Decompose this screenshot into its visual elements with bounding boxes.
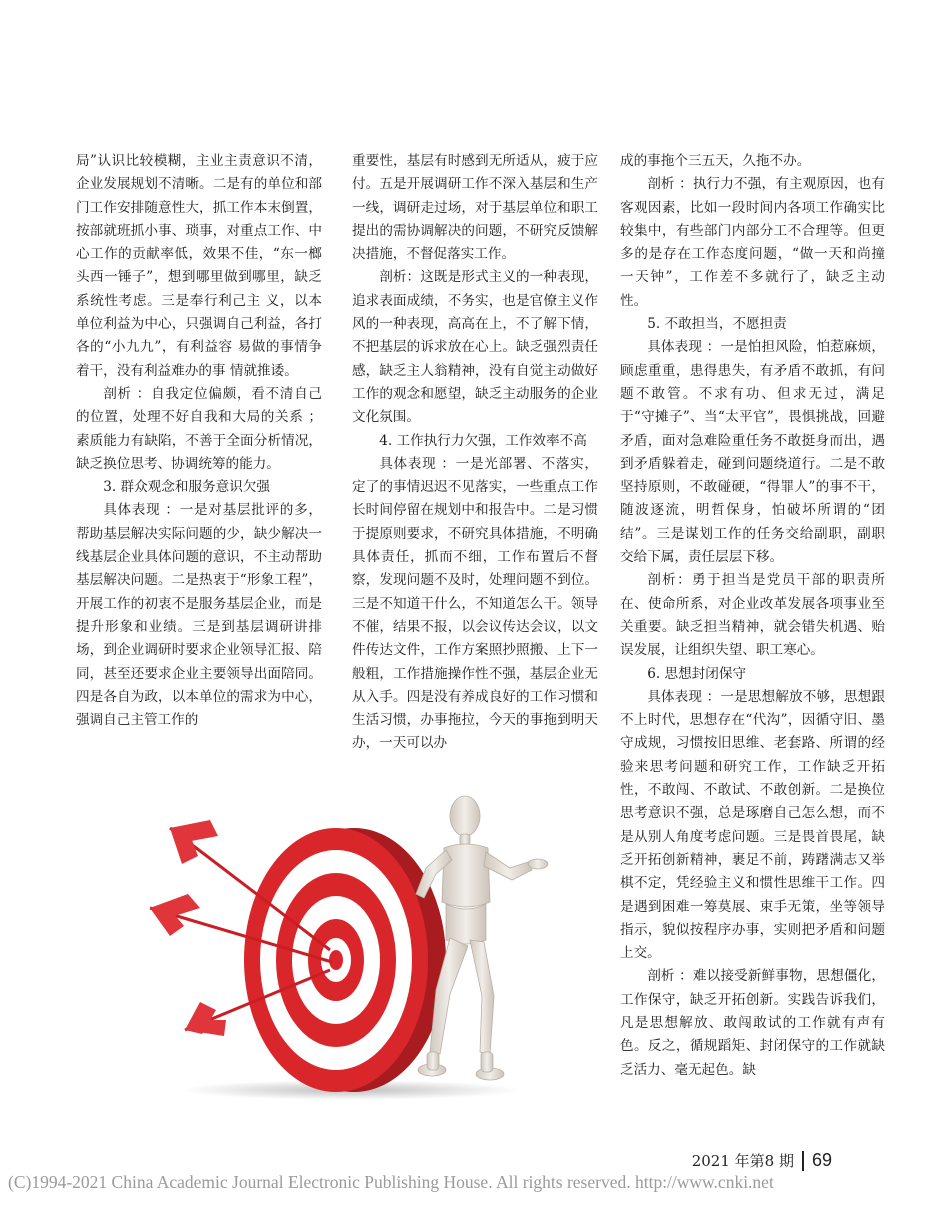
- column-right: [620, 150, 885, 1082]
- paragraph: 剖析：这既是形式主义的一种表现，追求表面成绩，不务实，也是官僚主义作风的一种表现，高高在上，不了解下情，不把基层的诉求放在心上。缺乏强烈责任感，缺乏主人翁精神，没有自觉主动做好工作的观念和愿望，缺乏主动服务的企业文化氛围。: [352, 269, 598, 426]
- section-heading: 4. 工作执行力欠强，工作效率不高: [379, 432, 587, 449]
- paragraph: 成的事拖个三五天，久拖不办。: [620, 153, 811, 169]
- section-heading: 6. 思想封闭保守: [647, 665, 747, 682]
- column-left: [76, 150, 322, 732]
- issue-label: 2021 年第8 期: [691, 1152, 794, 1170]
- paragraph: 具体表现 ：一是怕担风险，怕惹麻烦，顾虑重重，患得患失，有矛盾不敢抓，有问题不敢管。不求有功、但求无过，满足于“守摊子”、当“太平官”，畏惧挑战，回避矛盾，面对急难险重任务不敢挺身而出，遇到矛盾躲着走，碰到问题绕道行。二是不敢坚持原则，不敢碰硬，“得罪人”的事不干，随波逐流，明哲保身，怕破坏所谓的“团结”。三是谋划工作的任务交给副职，副职交给下属，责任层层下移。: [620, 339, 885, 566]
- footer-divider: [802, 1151, 804, 1171]
- paragraph: 局”认识比较模糊，主业主责意识不清，企业发展规划不清晰。二是有的单位和部门工作安排随意性大，抓工作本末倒置，按部就班抓小事、琐事，对重点工作、中心工作的贡献率低，效果不佳，“东一榔头西一锤子”，想到哪里做到哪里，缺乏系统性考虑。三是奉行利己主 义，以本单位利益为中心，只强调自己利益，各打各的“小九九”，有利益容 易做的事情争着干，没有利益难办的事 情就推诿。: [76, 153, 322, 379]
- paragraph: 重要性，基层有时感到无所适从，疲于应付。五是开展调研工作不深入基层和生产一线，调研走过场，对于基层单位和职工提出的需协调解决的问题，不研究反馈解决措施，不督促落实工作。: [352, 153, 598, 263]
- section-heading: 3. 群众观念和服务意识欠强: [103, 479, 271, 496]
- copyright-notice: (C)1994-2021 China Academic Journal Electronic Publishing House. All rights reserved. http://www.cnki.net: [8, 1172, 774, 1192]
- column-middle: [352, 150, 598, 756]
- paragraph: 剖析 ：难以接受新鲜事物，思想僵化，工作保守，缺乏开拓创新。实践告诉我们，凡是思想解放、敢闯敢试的工作就有声有色。反之，循规蹈矩、封闭保守的工作就缺乏活力、毫无起色。缺: [620, 968, 885, 1078]
- paragraph: 具体表现 ：一是思想解放不够，思想跟不上时代，思想存在“代沟”，因循守旧、墨守成规，习惯按旧思维、老套路、所谓的经验来思考问题和研究工作，工作缺乏开拓性，不敢闯、不敢试、不敢创新。二是换位思考意识不强，总是琢磨自己怎么想，而不是从别人角度考虑问题。三是畏首畏尾，缺乏开拓创新精神，裹足不前，踌躇满志又举棋不定，凭经验主义和惯性思维干工作。四是遇到困难一筹莫展、束手无策，坐等领导指示，貌似按程序办事，实则把矛盾和问题上交。: [620, 688, 885, 962]
- paragraph: 剖析：勇于担当是党员干部的职责所在、使命所系，对企业改革发展各项事业至关重要。缺乏担当精神，就会错失机遇、贻误发展，让组织失望、职工寒心。: [620, 572, 885, 659]
- target-board: [244, 828, 428, 1092]
- issue-footer: [692, 1150, 832, 1171]
- paragraph: 具体表现 ：一是对基层批评的多，帮助基层解决实际问题的少，缺少解决一线基层企业具体问题的意识，不主动帮助基层解决问题。二是热衷于“形象工程”，开展工作的初衷不是服务基层企业，而是提升形象和业绩。三是到基层调研讲排场，到企业调研时要求企业领导汇报、陪同，甚至还要求企业主要领导出面陪同。四是各自为政，以本单位的需求为中心，强调自己主管工作的: [76, 502, 322, 729]
- paragraph: 剖析 ：执行力不强，有主观原因，也有客观因素，比如一段时间内各项工作确实比较集中，有些部门内部分工不合理等。但更多的是存在工作态度问题，“做一天和尚撞一天钟”，工作差不多就行了，缺乏主动性。: [620, 176, 885, 309]
- paragraph: 剖析 ：自我定位偏颇，看不清自己的位置，处理不好自我和大局的关系 ；素质能力有缺陷，不善于全面分析情况，缺乏换位思考、协调统筹的能力。: [76, 385, 322, 472]
- paragraph: 具体表现 ：一是光部署、不落实，定了的事情迟迟不见落实，一些重点工作长时间停留在规划中和报告中。二是习惯于提原则要求，不研究具体措施，不明确具体责任，抓而不细，工作布置后不督察，发现问题不及时，处理问题不到位。三是不知道干什么，不知道怎么干。领导不催，结果不报，以会议传达会议，以文件传达文件，工作方案照抄照搬、上下一般粗，工作措施操作性不强，基层企业无从入手。四是没有养成良好的工作习惯和生活习惯，办事拖拉，今天的事拖到明天办，一天可以办: [352, 455, 598, 752]
- section-heading: 5. 不敢担当，不愿担责: [647, 316, 787, 333]
- target-illustration-icon: [140, 790, 600, 1100]
- page-number: 69: [811, 1150, 832, 1170]
